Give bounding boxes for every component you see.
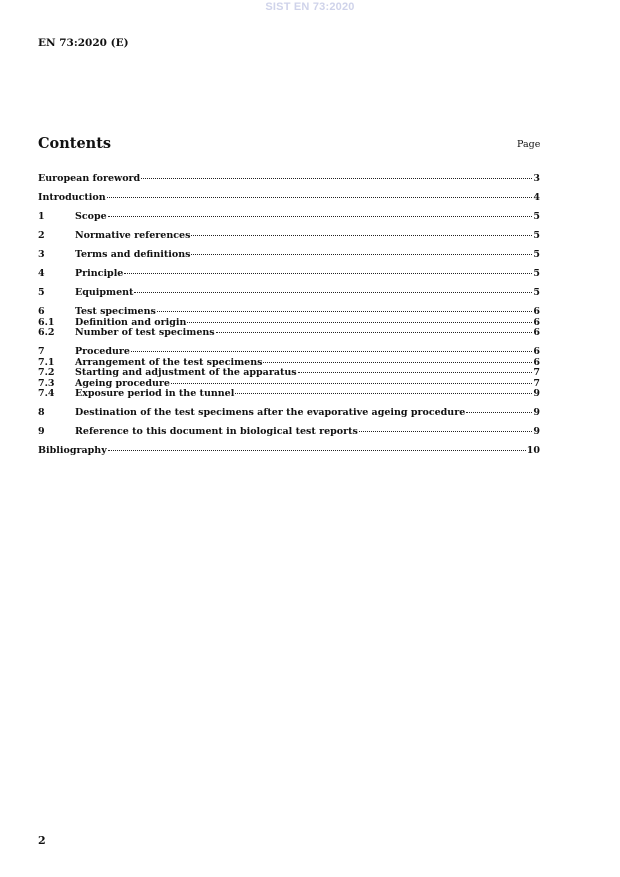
toc-entry-page: 6 <box>533 327 540 338</box>
toc-entry-page: 4 <box>533 192 540 203</box>
toc-entry-equipment[interactable] <box>38 284 540 298</box>
toc-entry-title: Bibliography <box>38 445 107 456</box>
toc-entry-principle[interactable] <box>38 265 540 279</box>
toc-entry-page: 5 <box>533 230 540 241</box>
toc-entry-page: 6 <box>533 316 540 328</box>
toc-entry-page: 9 <box>533 407 540 418</box>
toc-leader-dots <box>107 187 533 198</box>
toc-entry-page: 6 <box>533 306 540 317</box>
toc-entry-number: 6.1 <box>38 316 55 328</box>
contents-heading: Contents <box>38 135 112 152</box>
toc-leader-dots <box>134 282 532 293</box>
toc-leader-dots <box>466 402 532 413</box>
toc-entry-number: 2 <box>38 230 45 241</box>
toc-entry-number: 8 <box>38 407 45 418</box>
toc-entry-number: 4 <box>38 268 45 279</box>
toc-entry-title: Arrangement of the test specimens <box>75 356 263 368</box>
toc-leader-dots <box>131 341 532 352</box>
toc-leader-dots <box>359 421 533 432</box>
toc-leader-dots <box>263 352 532 363</box>
toc-entry-page: 10 <box>526 445 540 456</box>
page-number: 2 <box>38 834 46 847</box>
toc-entry-title: Test specimens <box>75 306 156 317</box>
toc-entry-title: European foreword <box>38 173 141 184</box>
toc-entry-number: 6.2 <box>38 327 55 338</box>
toc-leader-dots <box>171 373 532 384</box>
toc-entry-title: Normative references <box>75 230 191 241</box>
toc-entry-scope[interactable] <box>38 208 540 222</box>
page-column-label: Page <box>517 139 541 150</box>
toc-entry-european-foreword[interactable] <box>38 170 540 184</box>
toc-entry-title: Principle <box>75 268 124 279</box>
toc-entry-title: Scope <box>75 211 107 222</box>
toc-entry-number: 5 <box>38 287 45 298</box>
toc-entry-page: 6 <box>533 346 540 357</box>
document-id: EN 73:2020 (E) <box>38 37 129 49</box>
toc-entry-number: 1 <box>38 211 45 222</box>
toc-entry-page: 5 <box>533 249 540 260</box>
toc-entry-number: 7.4 <box>38 388 55 399</box>
toc-entry-page: 6 <box>533 356 540 368</box>
toc-leader-dots <box>108 440 526 451</box>
toc-leader-dots <box>157 301 533 312</box>
toc-entry-title: Destination of the test specimens after the evaporative ageing procedure <box>75 407 466 418</box>
toc-entry-number: 3 <box>38 249 45 260</box>
toc-entry-number: 7 <box>38 346 45 357</box>
toc-entry-page: 9 <box>533 426 540 437</box>
watermark: SIST EN 73:2020 <box>265 1 355 13</box>
toc-entry-page: 5 <box>533 287 540 298</box>
toc-entry-title: Exposure period in the tunnel <box>75 388 235 399</box>
toc-leader-dots <box>216 322 533 333</box>
toc-entry-destination-of-test-specimens[interactable] <box>38 404 540 418</box>
toc-entry-number: 7.1 <box>38 356 55 368</box>
toc-leader-dots <box>187 312 532 323</box>
toc-entry-terms-and-definitions[interactable] <box>38 246 540 260</box>
toc-entry-normative-references[interactable] <box>38 227 540 241</box>
toc-entry-number: 9 <box>38 426 45 437</box>
table-of-contents <box>38 170 540 456</box>
toc-entry-bibliography[interactable] <box>38 442 540 456</box>
toc-entry-title: Procedure <box>75 346 130 357</box>
toc-entry-title: Equipment <box>75 287 134 298</box>
toc-entry-page: 3 <box>533 173 540 184</box>
toc-entry-number: 7.2 <box>38 367 55 378</box>
toc-entry-page: 5 <box>533 211 540 222</box>
toc-entry-title: Introduction <box>38 192 106 203</box>
toc-entry-page: 7 <box>533 367 540 378</box>
toc-leader-dots <box>124 263 532 274</box>
toc-entry-number: 7.3 <box>38 377 55 389</box>
toc-leader-dots <box>141 168 532 179</box>
toc-entry-title: Starting and adjustment of the apparatus <box>75 367 297 378</box>
toc-entry-title: Number of test specimens <box>75 327 215 338</box>
toc-leader-dots <box>191 225 532 236</box>
toc-entry-title: Ageing procedure <box>75 377 170 389</box>
toc-leader-dots <box>191 244 532 255</box>
toc-entry-introduction[interactable] <box>38 189 540 203</box>
toc-entry-title: Reference to this document in biological test reports <box>75 426 358 437</box>
toc-leader-dots <box>108 206 533 217</box>
toc-leader-dots <box>235 383 532 394</box>
toc-entry-page: 5 <box>533 268 540 279</box>
toc-entry-page: 7 <box>533 377 540 389</box>
toc-leader-dots <box>298 362 533 373</box>
toc-entry-number: 6 <box>38 306 45 317</box>
toc-entry-page: 9 <box>533 388 540 399</box>
toc-entry-title: Terms and definitions <box>75 249 191 260</box>
toc-entry-reference-in-test-reports[interactable] <box>38 423 540 437</box>
toc-entry-title: Definition and origin <box>75 316 187 328</box>
